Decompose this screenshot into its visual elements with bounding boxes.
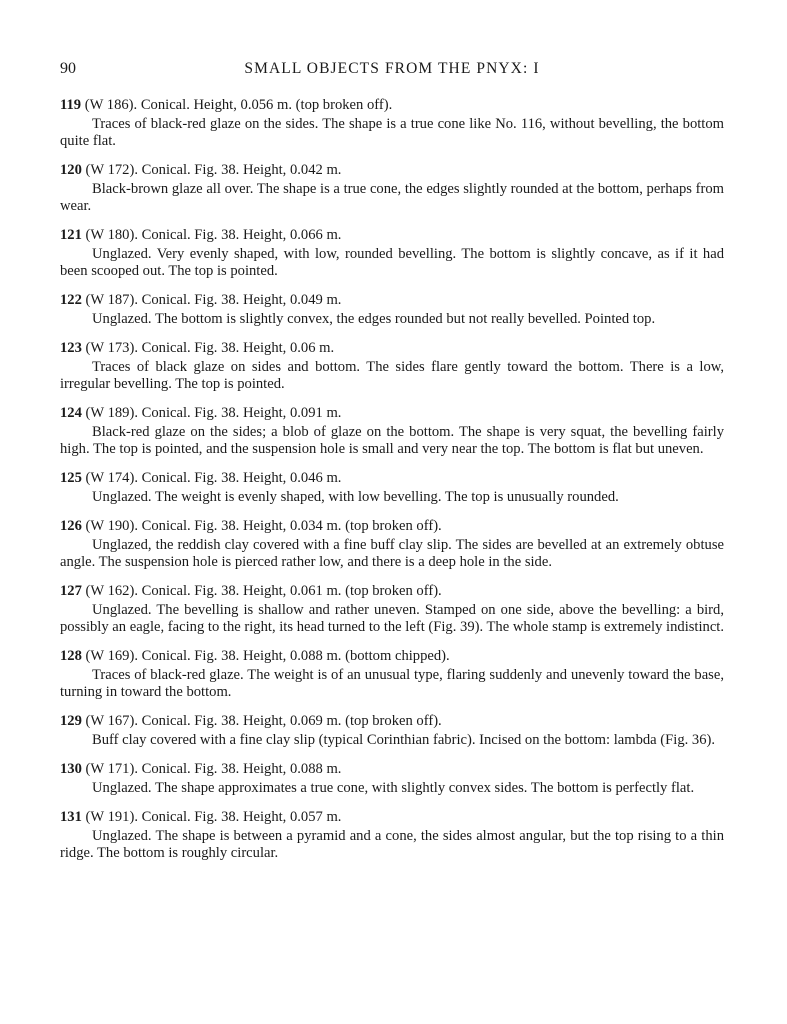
entry-description: Traces of black glaze on sides and bottom. The sides flare gently toward the bottom. There is a low, irregular bevelling. The top is pointed. bbox=[60, 359, 724, 392]
entry-number: 119 bbox=[60, 97, 82, 113]
entry-number: 131 bbox=[60, 809, 82, 825]
catalogue-entry bbox=[60, 760, 724, 797]
entry-number: 123 bbox=[60, 340, 82, 356]
catalogue-entry bbox=[60, 582, 724, 636]
entry-heading bbox=[60, 517, 724, 535]
entry-heading bbox=[60, 808, 724, 826]
entry-heading bbox=[60, 647, 724, 665]
entry-number: 122 bbox=[60, 292, 82, 308]
entry-heading-text: (W 191). Conical. Fig. 38. Height, 0.057 m. bbox=[85, 809, 342, 825]
entry-heading-text: (W 171). Conical. Fig. 38. Height, 0.088 m. bbox=[85, 761, 342, 777]
entry-heading bbox=[60, 226, 724, 244]
entry-number: 129 bbox=[60, 713, 82, 729]
entry-description: Unglazed. The shape approximates a true cone, with slightly convex sides. The bottom is perfectly flat. bbox=[92, 780, 695, 796]
entry-heading bbox=[60, 469, 724, 487]
entry-heading bbox=[60, 291, 724, 309]
page-number: 90 bbox=[60, 60, 76, 77]
catalogue-entry bbox=[60, 96, 724, 150]
entry-heading-text: (W 180). Conical. Fig. 38. Height, 0.066 m. bbox=[85, 227, 342, 243]
entry-number: 127 bbox=[60, 583, 82, 599]
entry-description: Unglazed. Very evenly shaped, with low, rounded bevelling. The bottom is slightly concave, as if it had been scooped out. The top is pointed. bbox=[60, 246, 724, 279]
entry-heading-text: (W 190). Conical. Fig. 38. Height, 0.034 m. (top broken off). bbox=[85, 518, 442, 534]
entry-number: 125 bbox=[60, 470, 82, 486]
entry-heading-text: (W 167). Conical. Fig. 38. Height, 0.069 m. (top broken off). bbox=[85, 713, 442, 729]
entry-number: 126 bbox=[60, 518, 82, 534]
entry-description: Unglazed. The bevelling is shallow and rather uneven. Stamped on one side, above the bevelling: a bird, possibly an eagle, facing to the right, its head turned to the left (Fig. 39). The whole stamp is extremely indistinct. bbox=[60, 602, 725, 635]
entry-description: Unglazed. The shape is between a pyramid and a cone, the sides almost angular, but the top rising to a thin ridge. The bottom is roughly circular. bbox=[60, 828, 724, 861]
entry-description: Unglazed, the reddish clay covered with a fine buff clay slip. The sides are bevelled at an extremely obtuse angle. The suspension hole is pierced rather low, and there is a deep hole in the side. bbox=[60, 537, 724, 570]
entry-number: 130 bbox=[60, 761, 82, 777]
catalogue-entry bbox=[60, 712, 724, 749]
entry-description: Black-brown glaze all over. The shape is a true cone, the edges slightly rounded at the bottom, perhaps from wear. bbox=[60, 181, 724, 214]
catalogue-entry bbox=[60, 404, 724, 458]
entry-heading bbox=[60, 96, 724, 114]
entry-heading bbox=[60, 161, 724, 179]
catalogue-entry bbox=[60, 161, 724, 215]
catalogue-entry bbox=[60, 226, 724, 280]
entry-number: 124 bbox=[60, 405, 82, 421]
catalogue-entry bbox=[60, 291, 724, 328]
entry-description: Black-red glaze on the sides; a blob of glaze on the bottom. The shape is very squat, the bevelling fairly high. The top is pointed, and the suspension hole is small and very near the top. The bottom is flat but uneven. bbox=[60, 424, 724, 457]
entry-number: 128 bbox=[60, 648, 82, 664]
running-head: SMALL OBJECTS FROM THE PNYX: I bbox=[244, 60, 540, 77]
entry-description: Unglazed. The bottom is slightly convex, the edges rounded but not really bevelled. Pointed top. bbox=[92, 311, 656, 327]
catalogue-entry bbox=[60, 647, 724, 701]
catalogue-entry bbox=[60, 808, 724, 862]
page-header bbox=[60, 60, 724, 82]
entry-heading bbox=[60, 404, 724, 422]
entry-heading bbox=[60, 712, 724, 730]
entry-heading-text: (W 174). Conical. Fig. 38. Height, 0.046 m. bbox=[85, 470, 342, 486]
entry-heading bbox=[60, 760, 724, 778]
entry-heading-text: (W 162). Conical. Fig. 38. Height, 0.061 m. (top broken off). bbox=[85, 583, 442, 599]
catalogue-entry bbox=[60, 469, 724, 506]
entry-description: Unglazed. The weight is evenly shaped, with low bevelling. The top is unusually rounded. bbox=[92, 489, 619, 505]
entry-description: Traces of black-red glaze. The weight is of an unusual type, flaring suddenly and unevenly toward the base, turning in toward the bottom. bbox=[60, 667, 724, 700]
catalogue-entries bbox=[60, 96, 724, 873]
entry-heading-text: (W 189). Conical. Fig. 38. Height, 0.091 m. bbox=[85, 405, 342, 421]
entry-heading bbox=[60, 582, 724, 600]
entry-heading-text: (W 169). Conical. Fig. 38. Height, 0.088 m. (bottom chipped). bbox=[85, 648, 450, 664]
entry-number: 121 bbox=[60, 227, 82, 243]
entry-heading bbox=[60, 339, 724, 357]
entry-heading-text: (W 172). Conical. Fig. 38. Height, 0.042 m. bbox=[85, 162, 342, 178]
catalogue-entry bbox=[60, 517, 724, 571]
entry-heading-text: (W 186). Conical. Height, 0.056 m. (top broken off). bbox=[84, 97, 393, 113]
entry-heading-text: (W 187). Conical. Fig. 38. Height, 0.049 m. bbox=[85, 292, 342, 308]
entry-number: 120 bbox=[60, 162, 82, 178]
catalogue-entry bbox=[60, 339, 724, 393]
entry-heading-text: (W 173). Conical. Fig. 38. Height, 0.06 m. bbox=[85, 340, 335, 356]
entry-description: Buff clay covered with a fine clay slip (typical Corinthian fabric). Incised on the bottom: lambda (Fig. 36). bbox=[92, 732, 716, 748]
entry-description: Traces of black-red glaze on the sides. The shape is a true cone like No. 116, without bevelling, the bottom quite flat. bbox=[60, 116, 724, 149]
